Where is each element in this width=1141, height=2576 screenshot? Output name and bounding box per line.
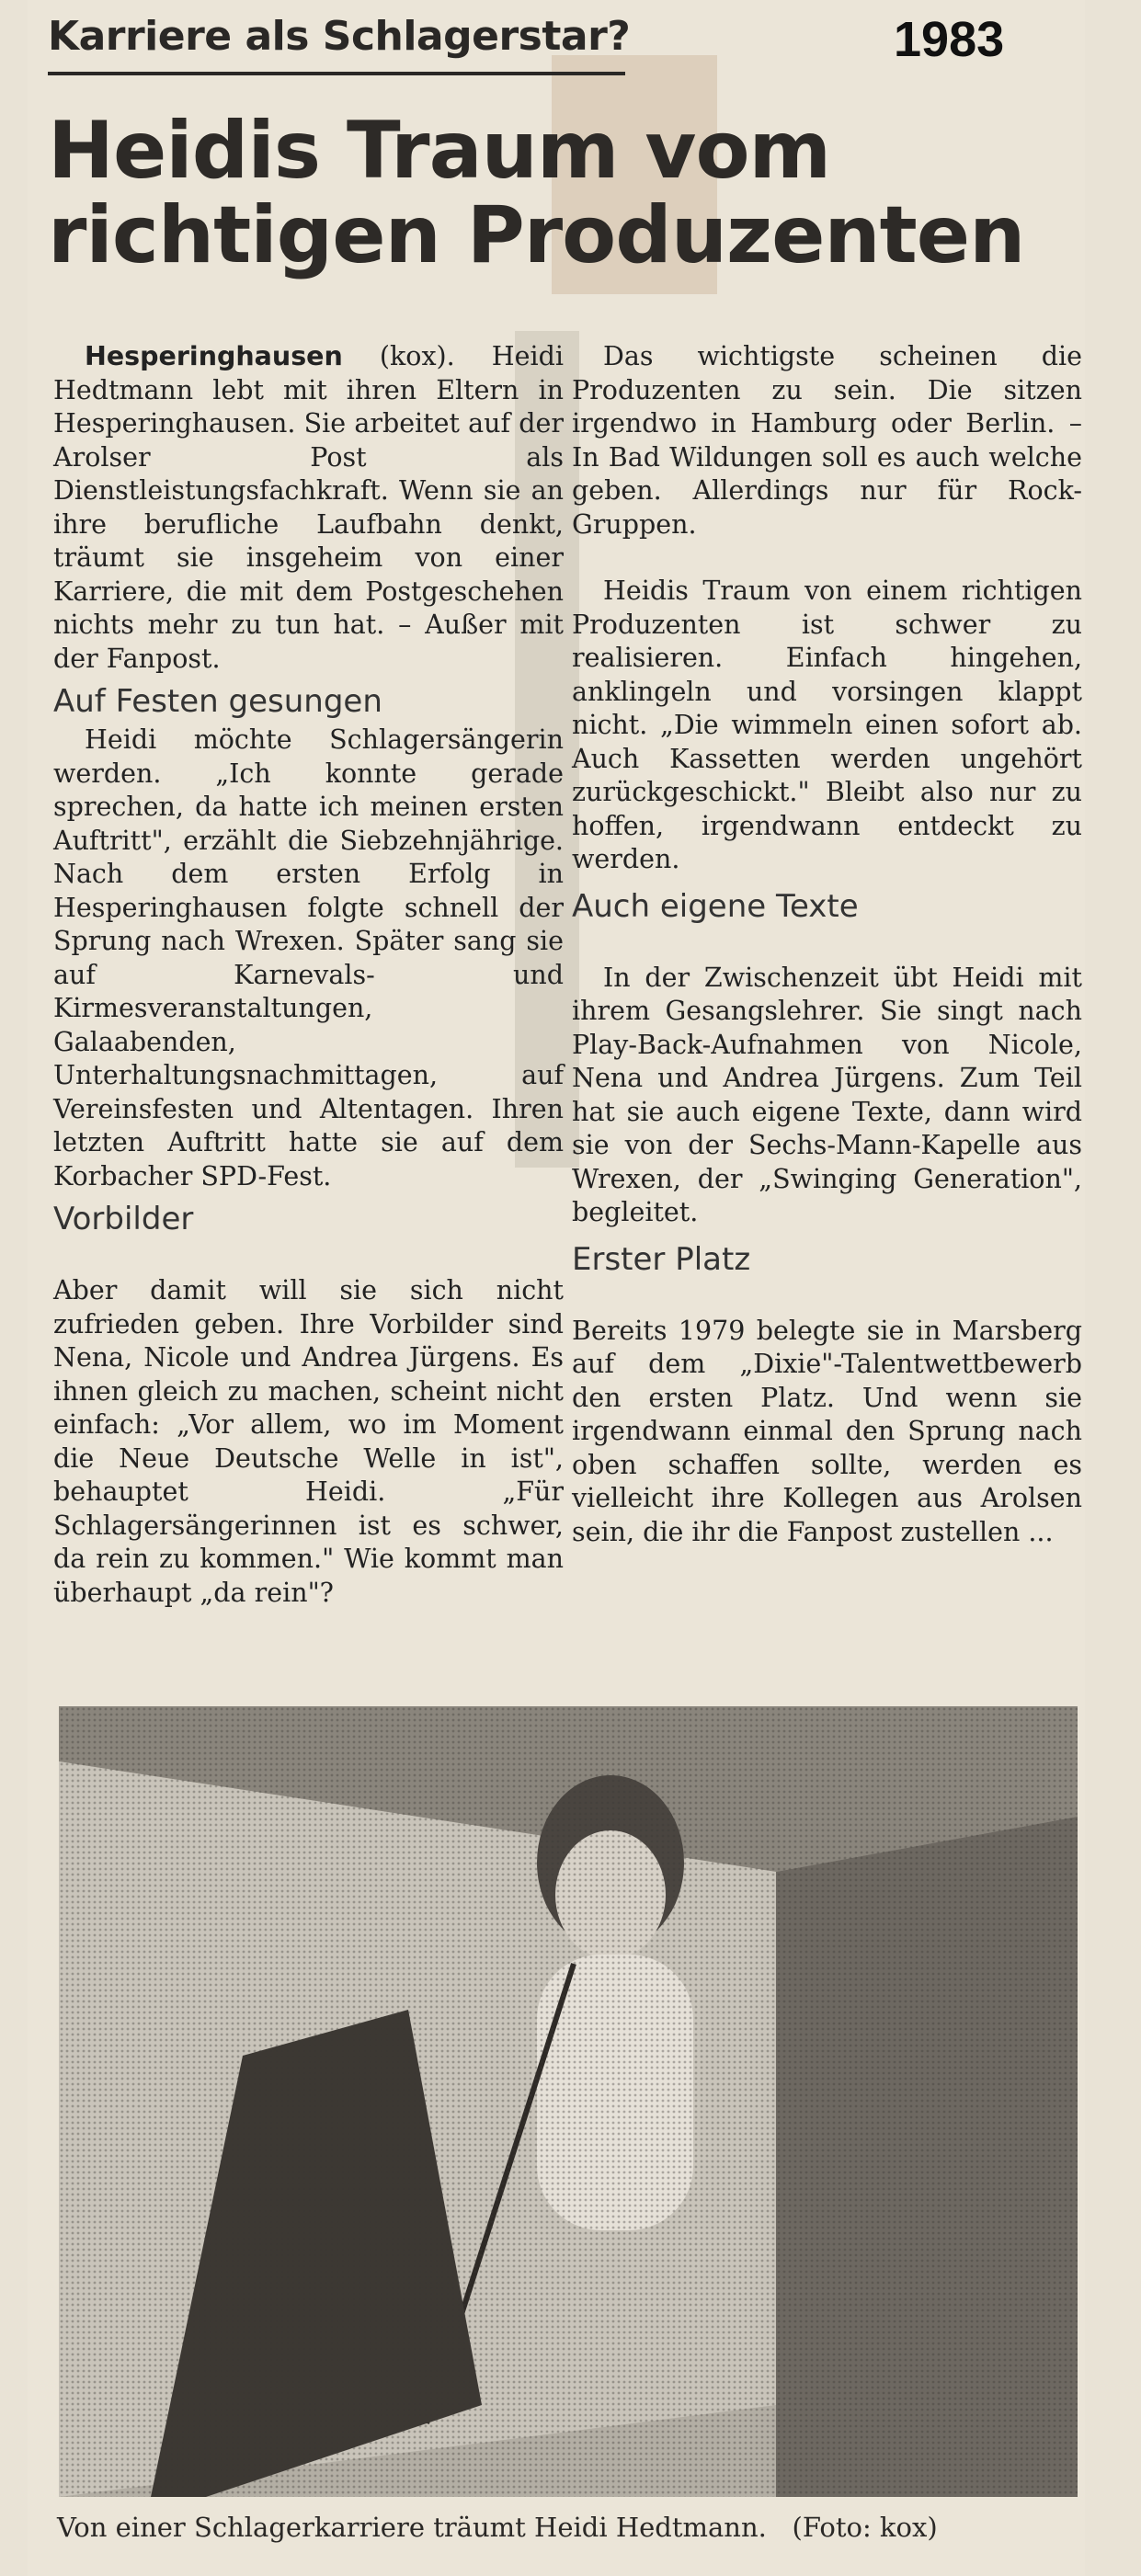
paragraph (53, 340, 564, 676)
subheading: Auch eigene Texte (572, 887, 859, 925)
subheading: Vorbilder (53, 1201, 194, 1237)
year-label: 1983 (894, 12, 1005, 67)
kicker: Karriere als Schlagerstar? (48, 13, 631, 60)
paragraph-text: (kox). Heidi Hedtmann lebt mit ihren Eltern in Hesperinghausen. Sie arbeitet auf der Arolser Post als Dienstleistungsfachkraft. Wenn sie an ihre berufliche Laufbahn denkt, träumt sie insgeheim von einer Karriere, die mit dem Postgeschehen nichts mehr zu tun hat. – Außer mit der Fanpost. (53, 341, 564, 674)
article-photo (59, 1706, 1078, 2497)
paragraph: In der Zwischenzeit übt Heidi mit ihrem Gesangslehrer. Sie singt nach Play-Back-Aufnahmen von Nicole, Nena und Andrea Jürgens. Zum Teil hat sie auch eigene Texte, dann wird sie von der Sechs-Mann-Kapelle aus Wrexen, der „Swinging Generation", begleitet. (572, 962, 1082, 1227)
photo-caption: Von einer Schlagerkarriere träumt Heidi Hedtmann. (Foto: kox) (57, 2512, 938, 2543)
paragraph: Heidi möchte Schlagersängerin werden. „Ich konnte gerade sprechen, da hatte ich meinen ersten Auftritt", erzählt die Siebzehnjährige. Nach dem ersten Erfolg in Hesperinghausen folgte schnell der Sprung nach Wrexen. Später sang sie auf Karnevals- und Kirmesveranstaltungen, Galaabenden, Unterhaltungsnachmittagen, auf Vereinsfesten und Altentagen. Ihren letzten Auftritt hatte sie auf dem Korbacher SPD-Fest. (53, 724, 564, 1191)
dateline: Hesperinghausen (85, 341, 343, 371)
article-column-left (53, 340, 564, 1610)
subheading: Auf Festen gesungen (53, 683, 382, 720)
singer-photo-illustration (59, 1706, 1078, 2497)
paragraph: Das wichtigste scheinen die Produzenten zu sein. Die sitzen irgendwo in Hamburg oder Berlin. – In Bad Wildungen soll es auch welche geben. Allerdings nur für Rock-Gruppen. (572, 341, 1082, 540)
paragraph: Bereits 1979 belegte sie in Marsberg auf dem „Dixie"-Talentwettbewerb den ersten Platz. Und wenn sie irgendwann einmal den Sprung nach oben schaffen sollte, werden es vielleicht ihre Kollegen aus Arolsen sein, die ihr die Fanpost zustellen ... (572, 1315, 1082, 1547)
headline: Heidis Traum vom richtigen Produzenten (48, 105, 1025, 281)
kicker-rule (48, 72, 625, 75)
article-column-right (572, 340, 1082, 1549)
paragraph: Aber damit will sie sich nicht zufrieden geben. Ihre Vorbilder sind Nena, Nicole und Andrea Jürgens. Es ihnen gleich zu machen, scheint nicht einfach: „Vor allem, wo im Moment die Neue Deutsche Welle in ist", behauptet Heidi. „Für Schlagersängerinnen ist es schwer, da rein zu kommen." Wie kommt man überhaupt „da rein"? (53, 1275, 564, 1608)
paragraph: Heidis Traum von einem richtigen Produzenten ist schwer zu realisieren. Einfach hingehen, anklingeln und vorsingen klappt nicht. „Die wimmeln einen sofort ab. Auch Kassetten werden ungehört zurückgeschickt." Bleibt also nur zu hoffen, irgendwann entdeckt zu werden. (572, 576, 1082, 874)
subheading: Erster Platz (572, 1240, 751, 1278)
